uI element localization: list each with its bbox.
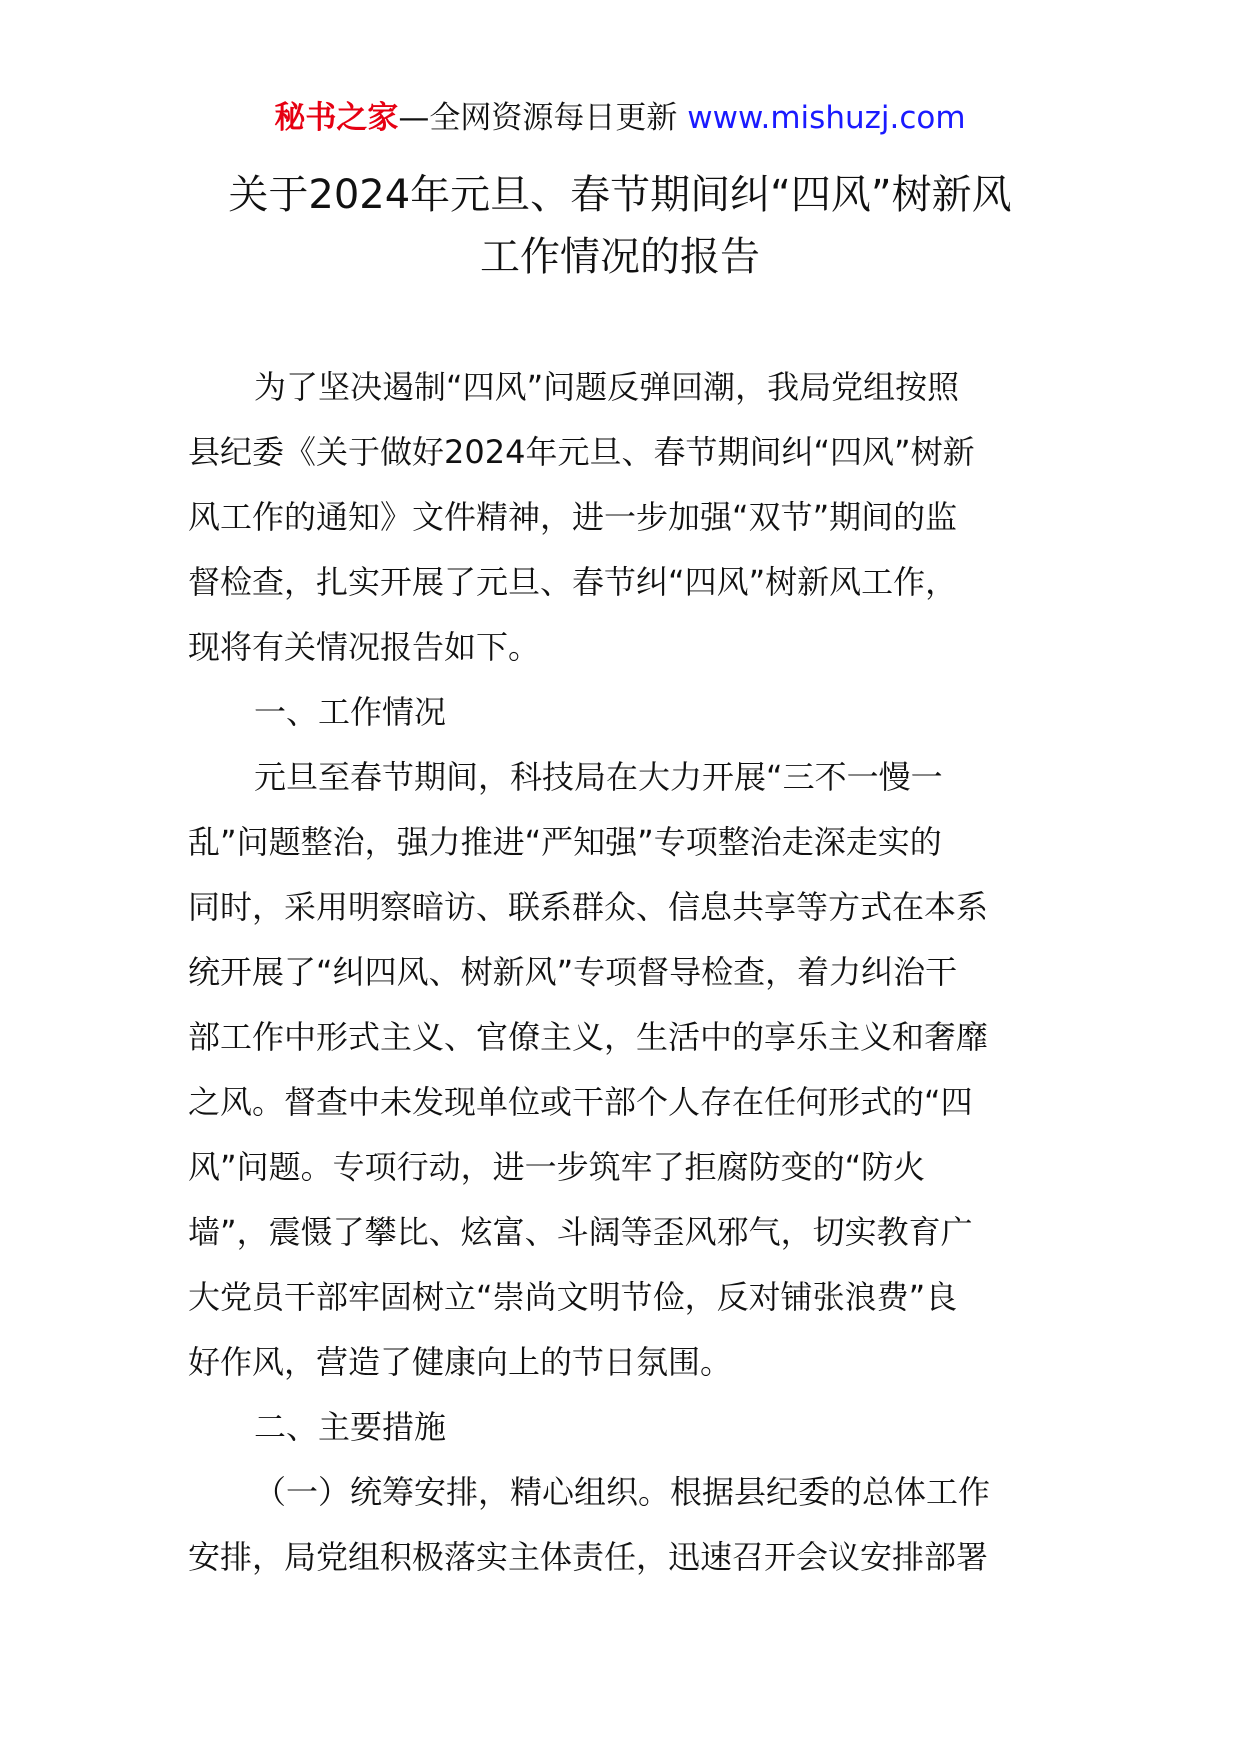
section-heading: 一、工作情况 bbox=[254, 693, 447, 731]
paragraph-line: 县纪委《关于做好2024年元旦、春节期间纠“四风”树新 bbox=[188, 433, 975, 471]
site-banner bbox=[0, 96, 1240, 140]
paragraph-line: 好作风，营造了健康向上的节日氛围。 bbox=[188, 1343, 733, 1381]
paragraph-line: 乱”问题整治，强力推进“严知强”专项整治走深走实的 bbox=[188, 823, 942, 861]
paragraph-line: 之风。督查中未发现单位或干部个人存在任何形式的“四 bbox=[188, 1083, 973, 1121]
paragraph-line: （一）统筹安排，精心组织。根据县纪委的总体工作 bbox=[254, 1473, 991, 1511]
paragraph-line: 同时，采用明察暗访、联系群众、信息共享等方式在本系 bbox=[188, 888, 989, 926]
paragraph-line: 风”问题。专项行动，进一步筑牢了拒腐防变的“防火 bbox=[188, 1148, 926, 1186]
paragraph-line: 督检查，扎实开展了元旦、春节纠“四风”树新风工作， bbox=[188, 563, 958, 601]
paragraph-line: 墙”，震慑了攀比、炫富、斗阔等歪风邪气，切实教育广 bbox=[188, 1213, 973, 1251]
title-line-2: 工作情况的报告 bbox=[480, 234, 760, 280]
section-heading: 二、主要措施 bbox=[254, 1408, 447, 1446]
document-title bbox=[150, 164, 1090, 288]
site-url-link[interactable]: www.mishuzj.com bbox=[687, 100, 966, 136]
banner-tagline: —全网资源每日更新 bbox=[398, 100, 688, 136]
paragraph-line: 统开展了“纠四风、树新风”专项督导检查，着力纠治干 bbox=[188, 953, 958, 991]
paragraph-line: 安排，局党组积极落实主体责任，迅速召开会议安排部署 bbox=[188, 1538, 989, 1576]
paragraph-line: 元旦至春节期间，科技局在大力开展“三不一慢一 bbox=[254, 758, 943, 796]
paragraph-line: 为了坚决遏制“四风”问题反弹回潮，我局党组按照 bbox=[254, 368, 960, 406]
paragraph-line: 部工作中形式主义、官僚主义，生活中的享乐主义和奢靡 bbox=[188, 1018, 989, 1056]
paragraph-line: 风工作的通知》文件精神，进一步加强“双节”期间的监 bbox=[188, 498, 958, 536]
brand-name: 秘书之家 bbox=[274, 100, 399, 136]
title-line-1: 关于2024年元旦、春节期间纠“四风”树新风 bbox=[228, 172, 1012, 218]
paragraph-line: 大党员干部牢固树立“崇尚文明节俭，反对铺张浪费”良 bbox=[188, 1278, 958, 1316]
paragraph-line: 现将有关情况报告如下。 bbox=[188, 628, 541, 666]
document-body bbox=[188, 355, 1054, 1590]
